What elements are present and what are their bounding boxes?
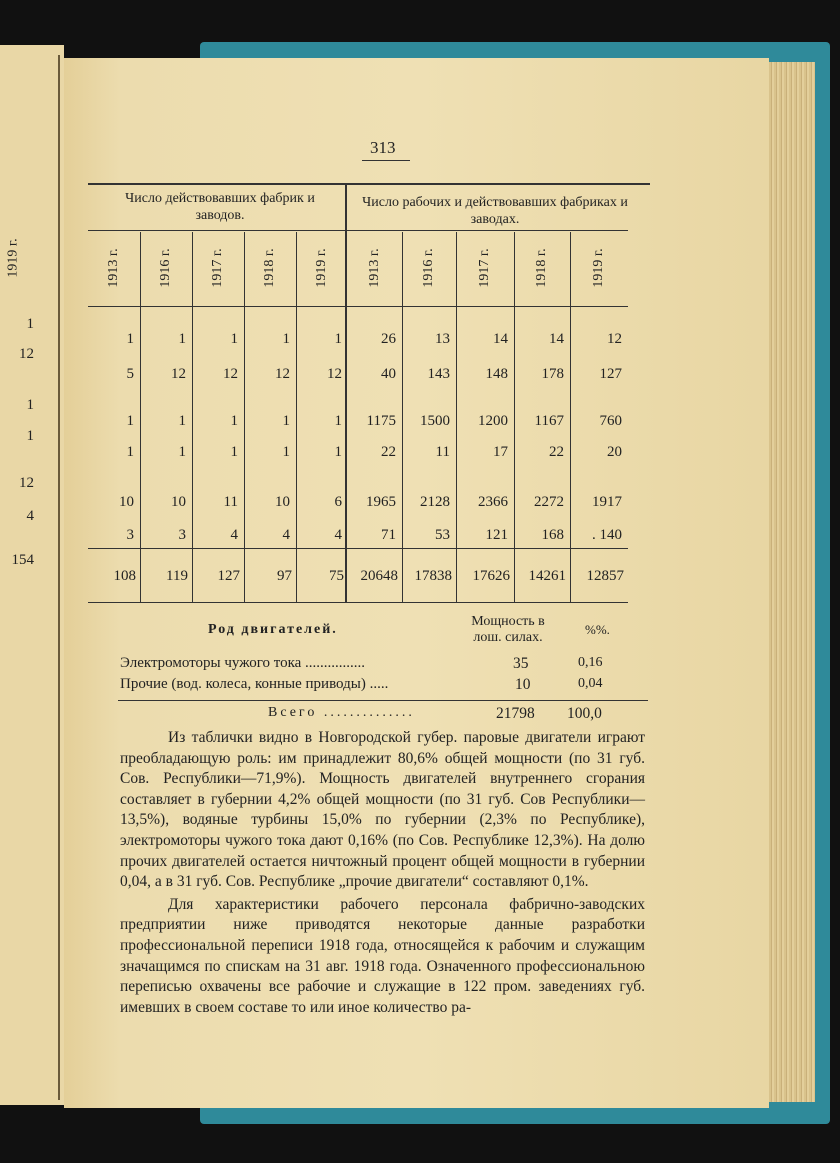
table-cell: 1 [126, 444, 134, 460]
column-divider [570, 232, 571, 602]
table-total-cell: 97 [277, 568, 292, 584]
table-cell: 1175 [366, 413, 396, 429]
table-cell: 17 [493, 444, 508, 460]
year-header: 1917 г. [477, 248, 492, 288]
table-cell: 1 [178, 444, 186, 460]
table-total-cell: 127 [217, 568, 240, 584]
table-cell: 1167 [534, 413, 564, 429]
year-header: 1918 г. [262, 248, 277, 288]
table-cell: 53 [435, 527, 450, 543]
table-cell: 127 [599, 366, 622, 382]
year-header: 1913 г. [367, 248, 382, 288]
table-cell: 3 [178, 527, 186, 543]
table-cell: 20 [607, 444, 622, 460]
table-cell: 10 [275, 494, 290, 510]
table-bottom-rule [88, 602, 628, 603]
page-edges [769, 62, 815, 1102]
engine-name: Прочие (вод. колеса, конные приводы) ..... [120, 676, 389, 692]
table-cell: 1 [282, 413, 290, 429]
table-cell: 3 [126, 527, 134, 543]
engines-total-percent: 100,0 [567, 705, 602, 722]
table-cell: 14 [493, 331, 508, 347]
table-cell: 12 [607, 331, 622, 347]
table-cell: 13 [435, 331, 450, 347]
table-top-rule [88, 183, 650, 185]
table-cell: 1 [126, 413, 134, 429]
engine-power: 35 [513, 655, 529, 672]
page-number-rule [362, 160, 410, 161]
year-header: 1919 г. [591, 248, 606, 288]
column-divider [140, 232, 141, 602]
table-cell: 178 [541, 366, 564, 382]
left-cell: 1 [26, 428, 34, 444]
table-cell: 11 [435, 444, 450, 460]
year-header: 1918 г. [534, 248, 549, 288]
table-cell: 12 [327, 366, 342, 382]
page-number: 313 [370, 138, 396, 157]
table-cell: 143 [427, 366, 450, 382]
table-total-cell: 108 [113, 568, 136, 584]
left-cell: 1 [26, 316, 34, 332]
table-cell: 121 [485, 527, 508, 543]
table-cell: 1500 [420, 413, 450, 429]
table-cell: 2272 [534, 494, 564, 510]
table-cell: 1 [178, 331, 186, 347]
table-cell: 1917 [592, 494, 622, 510]
percent-column-header: %%. [585, 622, 610, 637]
group-header-rule [88, 230, 628, 231]
engine-power: 10 [515, 676, 531, 693]
table-cell: 4 [282, 527, 290, 543]
table-cell: 2366 [478, 494, 508, 510]
body-text [120, 728, 645, 1018]
year-header: 1916 г. [158, 248, 173, 288]
column-divider [456, 232, 457, 602]
table-total-cell: 75 [329, 568, 344, 584]
left-cell: 12 [19, 346, 34, 362]
table-cell: 12 [171, 366, 186, 382]
table-cell: 1 [230, 413, 238, 429]
table-total-cell: 119 [166, 568, 188, 584]
table-total-cell: 17838 [414, 568, 452, 584]
engine-percent: 0,04 [578, 676, 603, 691]
power-column-header: Мощность в лош. силах. [471, 614, 545, 645]
table-cell: 1 [178, 413, 186, 429]
column-divider [192, 232, 193, 602]
table-cell: 10 [119, 494, 134, 510]
table-cell: 168 [541, 527, 564, 543]
year-header: 1916 г. [421, 248, 436, 288]
table-cell: 1 [334, 331, 342, 347]
table-cell: 148 [485, 366, 508, 382]
left-year-header: 1919 г. [5, 238, 21, 278]
year-header: 1917 г. [210, 248, 225, 288]
table-cell: 12 [275, 366, 290, 382]
left-cell: 1 [26, 397, 34, 413]
table-total-cell: 17626 [472, 568, 510, 584]
table-cell: 6 [334, 494, 342, 510]
totals-rule [88, 548, 628, 549]
table-cell: 12 [223, 366, 238, 382]
year-header: 1919 г. [314, 248, 329, 288]
table-cell: . 140 [592, 527, 622, 543]
table-cell: 4 [334, 527, 342, 543]
left-total: 154 [11, 552, 34, 568]
table-cell: 11 [223, 494, 238, 510]
table-cell: 40 [381, 366, 396, 382]
column-divider [402, 232, 403, 602]
group-divider [345, 183, 347, 603]
table-cell: 14 [549, 331, 564, 347]
table-cell: 1 [282, 331, 290, 347]
group2-header: Число рабочих и действовавших фабриках и заводах. [362, 195, 628, 227]
table-cell: 2128 [420, 494, 450, 510]
table-cell: 1200 [478, 413, 508, 429]
paragraph: Для характеристики рабочего персонала фабрично-заводских предприятии ниже приводятся некоторые данные разработки профессиональной переписи 1918 года, относящейся к рабочим и служащим значащимся по спискам на 31 авг. 1918 года. Означенного профессиональною переписью охвачены все рабочие и служащие в 122 пром. заведениях губ. имевших в своем составе то или иное количество ра- [120, 895, 645, 1016]
table-cell: 1965 [366, 494, 396, 510]
table-total-cell: 12857 [586, 568, 624, 584]
table-total-cell: 20648 [360, 568, 398, 584]
engine-percent: 0,16 [578, 655, 603, 670]
column-divider [244, 232, 245, 602]
table-cell: 1 [230, 331, 238, 347]
table-cell: 10 [171, 494, 186, 510]
column-divider [514, 232, 515, 602]
year-header: 1913 г. [106, 248, 121, 288]
engines-total-rule [118, 700, 648, 701]
table-cell: 22 [549, 444, 564, 460]
engines-total-power: 21798 [496, 705, 535, 722]
table-total-cell: 14261 [528, 568, 566, 584]
column-divider [296, 232, 297, 602]
group1-header: Число действовавших фабрик и заводов. [125, 191, 315, 223]
engines-title: Род двигателей. [208, 622, 338, 637]
table-cell: 1 [282, 444, 290, 460]
left-page-edge [0, 55, 60, 1100]
engine-name: Электромоторы чужого тока ................ [120, 655, 366, 671]
table-cell: 1 [230, 444, 238, 460]
left-cell: 4 [26, 508, 34, 524]
table-cell: 4 [230, 527, 238, 543]
table-cell: 71 [381, 527, 396, 543]
table-cell: 5 [126, 366, 134, 382]
table-cell: 1 [334, 444, 342, 460]
table-cell: 760 [599, 413, 622, 429]
table-cell: 1 [126, 331, 134, 347]
table-cell: 22 [381, 444, 396, 460]
year-header-rule [88, 306, 628, 307]
table-cell: 26 [381, 331, 396, 347]
table-cell: 1 [334, 413, 342, 429]
paragraph: Из таблички видно в Новгородской губер. паровые двигатели играют преобладающую роль: им принадлежит 80,6% общей мощности (по 31 губ. Сов. Республики—71,9%). Мощность двигателей внутреннего сгорания составляет в губернии 4,2% общей мощности (по 31 губ. Сов Республики—13,5%), водяные турбины 15,0% по губернии (2,3% по Республике), электромоторы чужого тока дают 0,16% (по Сов. Республике 12,3%). На долю прочих двигателей остается ничтожный процент общей мощности в губернии 0,04, а в 31 губ. Сов. Республике „прочие двигатели“ составляют 0,1%. [120, 729, 645, 891]
left-cell: 12 [19, 475, 34, 491]
engines-total-label: Всего .............. [268, 705, 415, 720]
